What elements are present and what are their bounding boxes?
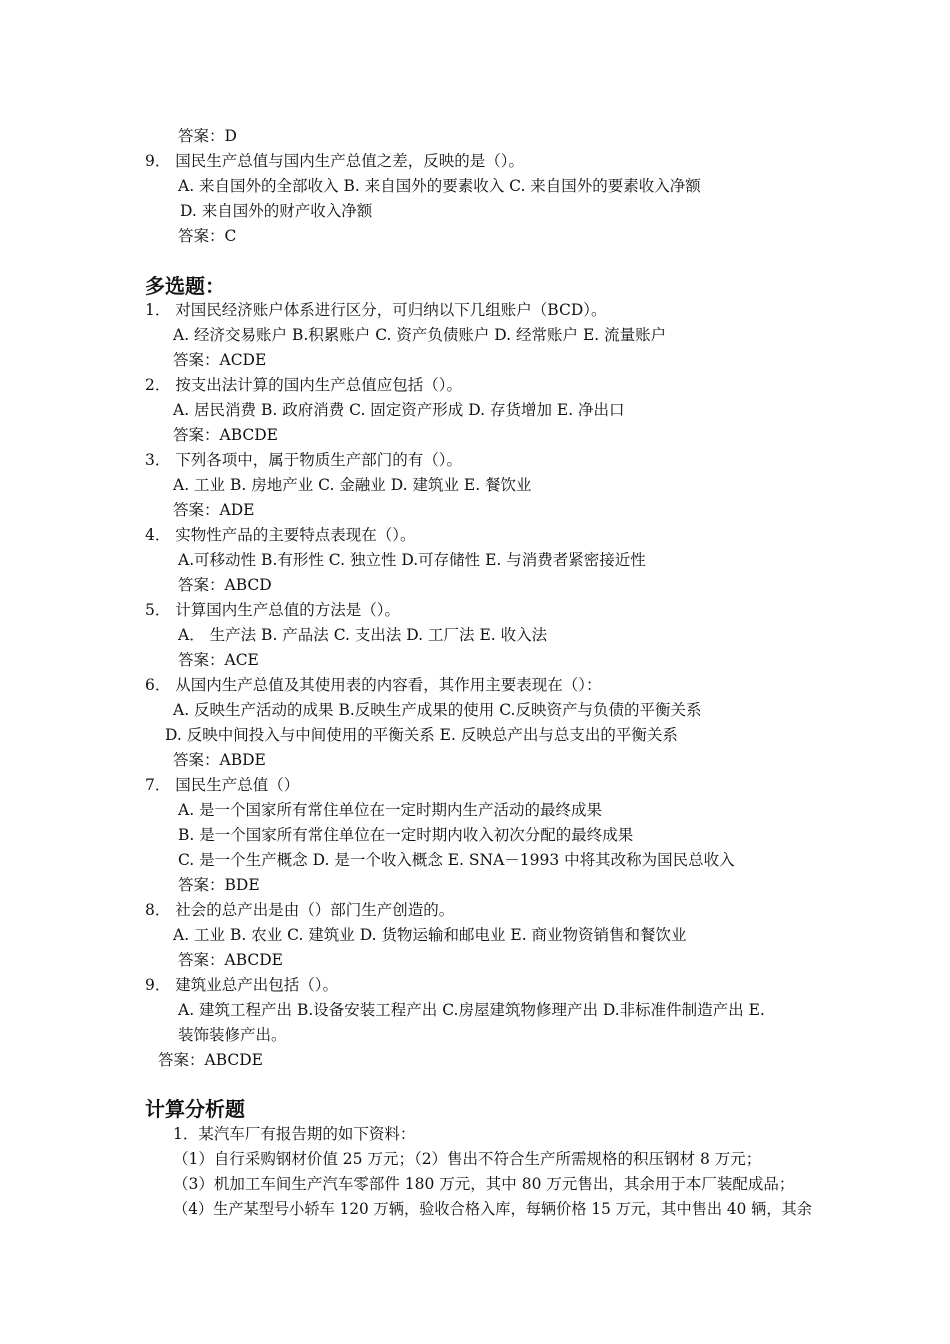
options-line: A. 工业 B. 农业 C. 建筑业 D. 货物运输和邮电业 E. 商业物资销售和餐饮业 [173,926,687,944]
options-line: A. 经济交易账户 B.积累账户 C. 资产负债账户 D. 经常账户 E. 流量账户 [173,326,667,344]
options-line: B. 是一个国家所有常住单位在一定时期内收入初次分配的最终成果 [178,826,634,844]
options-line: A. 居民消费 B. 政府消费 C. 固定资产形成 D. 存货增加 E. 净出口 [173,401,625,419]
question-line: 2． 按支出法计算的国内生产总值应包括（）。 [145,376,463,394]
options-line: A. 是一个国家所有常住单位在一定时期内生产活动的最终成果 [178,801,603,819]
options-line: A. 建筑工程产出 B.设备安装工程产出 C.房屋建筑物修理产出 D.非标准件制造产出 E. [178,1001,765,1019]
question-line: 8． 社会的总产出是由（）部门生产创造的。 [145,901,455,919]
problem-line: （3）机加工车间生产汽车零部件 180 万元，其中 80 万元售出，其余用于本厂装配成品； [173,1175,795,1193]
question-line: 9． 国民生产总值与国内生产总值之差，反映的是（）。 [145,152,525,170]
options-line: A. 反映生产活动的成果 B.反映生产成果的使用 C.反映资产与负债的平衡关系 [173,701,702,719]
options-line: D. 反映中间投入与中间使用的平衡关系 E. 反映总产出与总支出的平衡关系 [165,726,678,744]
question-line: 1． 对国民经济账户体系进行区分，可归纳以下几组账户（BCD）。 [145,301,607,319]
answer-line: 答案：ABDE [173,751,266,769]
question-line: 9． 建筑业总产出包括（）。 [145,976,339,994]
problem-line: 1．某汽车厂有报告期的如下资料： [173,1125,416,1143]
section-title-multi: 多选题： [145,274,225,298]
question-line: 3． 下列各项中，属于物质生产部门的有（）。 [145,451,463,469]
options-line: C. 是一个生产概念 D. 是一个收入概念 E. SNA－1993 中将其改称为国民总收入 [178,851,735,869]
options-line: A． 生产法 B. 产品法 C. 支出法 D. 工厂法 E. 收入法 [178,626,548,644]
question-line: 5． 计算国内生产总值的方法是（）。 [145,601,401,619]
answer-line: 答案：BDE [178,876,260,894]
answer-line: 答案：ACE [178,651,259,669]
answer-line: 答案：ABCDE [173,426,278,444]
answer-line: 答案：ADE [173,501,255,519]
options-line: 装饰装修产出。 [178,1026,287,1044]
answer-line: 答案：D [178,127,237,145]
answer-line: 答案：ACDE [173,351,267,369]
options-line: A. 来自国外的全部收入 B. 来自国外的要素收入 C. 来自国外的要素收入净额 [178,177,701,195]
section-title-calc: 计算分析题 [145,1097,245,1121]
answer-line: 答案：ABCDE [158,1051,263,1069]
problem-line: （4）生产某型号小轿车 120 万辆，验收合格入库，每辆价格 15 万元，其中售出 40 辆，其余 [173,1200,812,1218]
question-line: 6． 从国内生产总值及其使用表的内容看，其作用主要表现在（）： [145,676,602,694]
answer-line: 答案：ABCD [178,576,272,594]
options-line: D. 来自国外的财产收入净额 [180,202,373,220]
question-line: 7． 国民生产总值（） [145,776,300,794]
options-line: A.可移动性 B.有形性 C. 独立性 D.可存储性 E. 与消费者紧密接近性 [178,551,646,569]
options-line: A. 工业 B. 房地产业 C. 金融业 D. 建筑业 E. 餐饮业 [173,476,532,494]
problem-line: （1）自行采购钢材价值 25 万元；（2）售出不符合生产所需规格的积压钢材 8 万元； [173,1150,762,1168]
question-line: 4． 实物性产品的主要特点表现在（）。 [145,526,416,544]
answer-line: 答案：ABCDE [178,951,283,969]
answer-line: 答案：C [178,227,237,245]
